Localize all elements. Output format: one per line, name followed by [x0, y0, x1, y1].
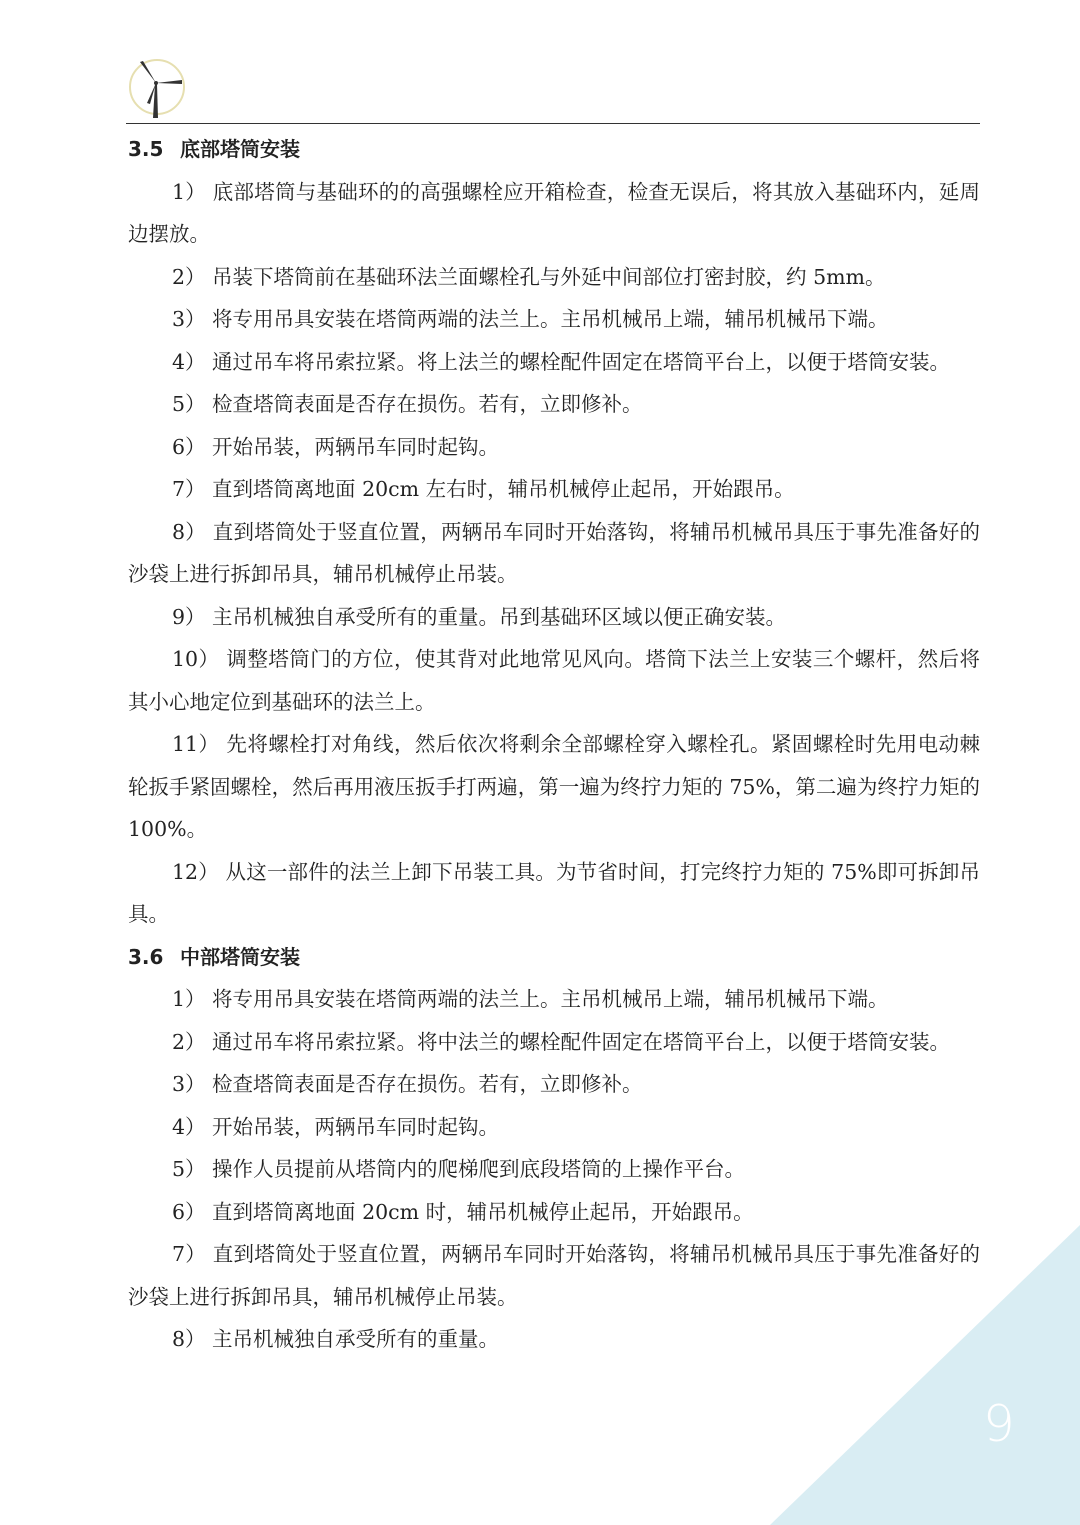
header-rule: [126, 123, 980, 124]
paragraph: 10） 调整塔筒门的方位，使其背对此地常见风向。塔筒下法兰上安装三个螺杆，然后将其小心地定位到基础环的法兰上。: [128, 647, 980, 714]
paragraph: 9） 主吊机械独自承受所有的重量。吊到基础环区域以便正确安装。: [172, 604, 787, 629]
paragraph: 4） 通过吊车将吊索拉紧。将上法兰的螺栓配件固定在塔筒平台上，以便于塔筒安装。: [172, 349, 951, 374]
paragraph: 11） 先将螺栓打对角线，然后依次将剩余全部螺栓穿入螺栓孔。紧固螺栓时先用电动棘轮扳手紧固螺栓，然后再用液压扳手打两遍，第一遍为终拧力矩的 75%，第二遍为终拧力矩的 100%。: [128, 732, 980, 841]
paragraph: 8） 直到塔筒处于竖直位置，两辆吊车同时开始落钩，将辅吊机械吊具压于事先准备好的沙袋上进行拆卸吊具，辅吊机械停止吊装。: [128, 519, 980, 586]
paragraph: 5） 检查塔筒表面是否存在损伤。若有，立即修补。: [172, 392, 643, 416]
paragraph: 3） 将专用吊具安装在塔筒两端的法兰上。主吊机械吊上端，辅吊机械吊下端。: [172, 307, 889, 331]
document-body: [128, 128, 980, 1361]
paragraph: 5） 操作人员提前从塔筒内的爬梯爬到底段塔筒的上操作平台。: [172, 1157, 746, 1181]
page-number: 9: [983, 1395, 1015, 1453]
section-title: 中部塔筒安装: [180, 944, 300, 969]
paragraph: 2） 通过吊车将吊索拉紧。将中法兰的螺栓配件固定在塔筒平台上，以便于塔筒安装。: [172, 1029, 951, 1054]
paragraph: 1） 底部塔筒与基础环的的高强螺栓应开箱检查，检查无误后，将其放入基础环内，延周边摆放。: [128, 179, 980, 246]
paragraph: 6） 直到塔筒离地面 20cm 时，辅吊机械停止起吊，开始跟吊。: [172, 1199, 754, 1224]
paragraph: 3） 检查塔筒表面是否存在损伤。若有，立即修补。: [172, 1072, 643, 1096]
section-title: 底部塔筒安装: [180, 137, 300, 161]
paragraph: 4） 开始吊装，两辆吊车同时起钩。: [172, 1114, 500, 1139]
section-heading: [128, 128, 980, 171]
section-heading: [128, 936, 980, 979]
paragraph: 7） 直到塔筒处于竖直位置，两辆吊车同时开始落钩，将辅吊机械吊具压于事先准备好的沙袋上进行拆卸吊具，辅吊机械停止吊装。: [128, 1242, 980, 1309]
paragraph: 2） 吊装下塔筒前在基础环法兰面螺栓孔与外延中间部位打密封胶，约 5mm。: [172, 264, 886, 289]
paragraph: 8） 主吊机械独自承受所有的重量。: [172, 1327, 500, 1351]
paragraph: 12） 从这一部件的法兰上卸下吊装工具。为节省时间，打完终拧力矩的 75%即可拆卸吊具。: [128, 859, 980, 926]
section-number: 3.6: [128, 944, 164, 969]
wind-turbine-icon: [126, 54, 188, 120]
paragraph: 6） 开始吊装，两辆吊车同时起钩。: [172, 434, 500, 459]
section-number: 3.5: [128, 137, 164, 161]
paragraph: 1） 将专用吊具安装在塔筒两端的法兰上。主吊机械吊上端，辅吊机械吊下端。: [172, 987, 889, 1011]
paragraph: 7） 直到塔筒离地面 20cm 左右时，辅吊机械停止起吊，开始跟吊。: [172, 477, 795, 501]
